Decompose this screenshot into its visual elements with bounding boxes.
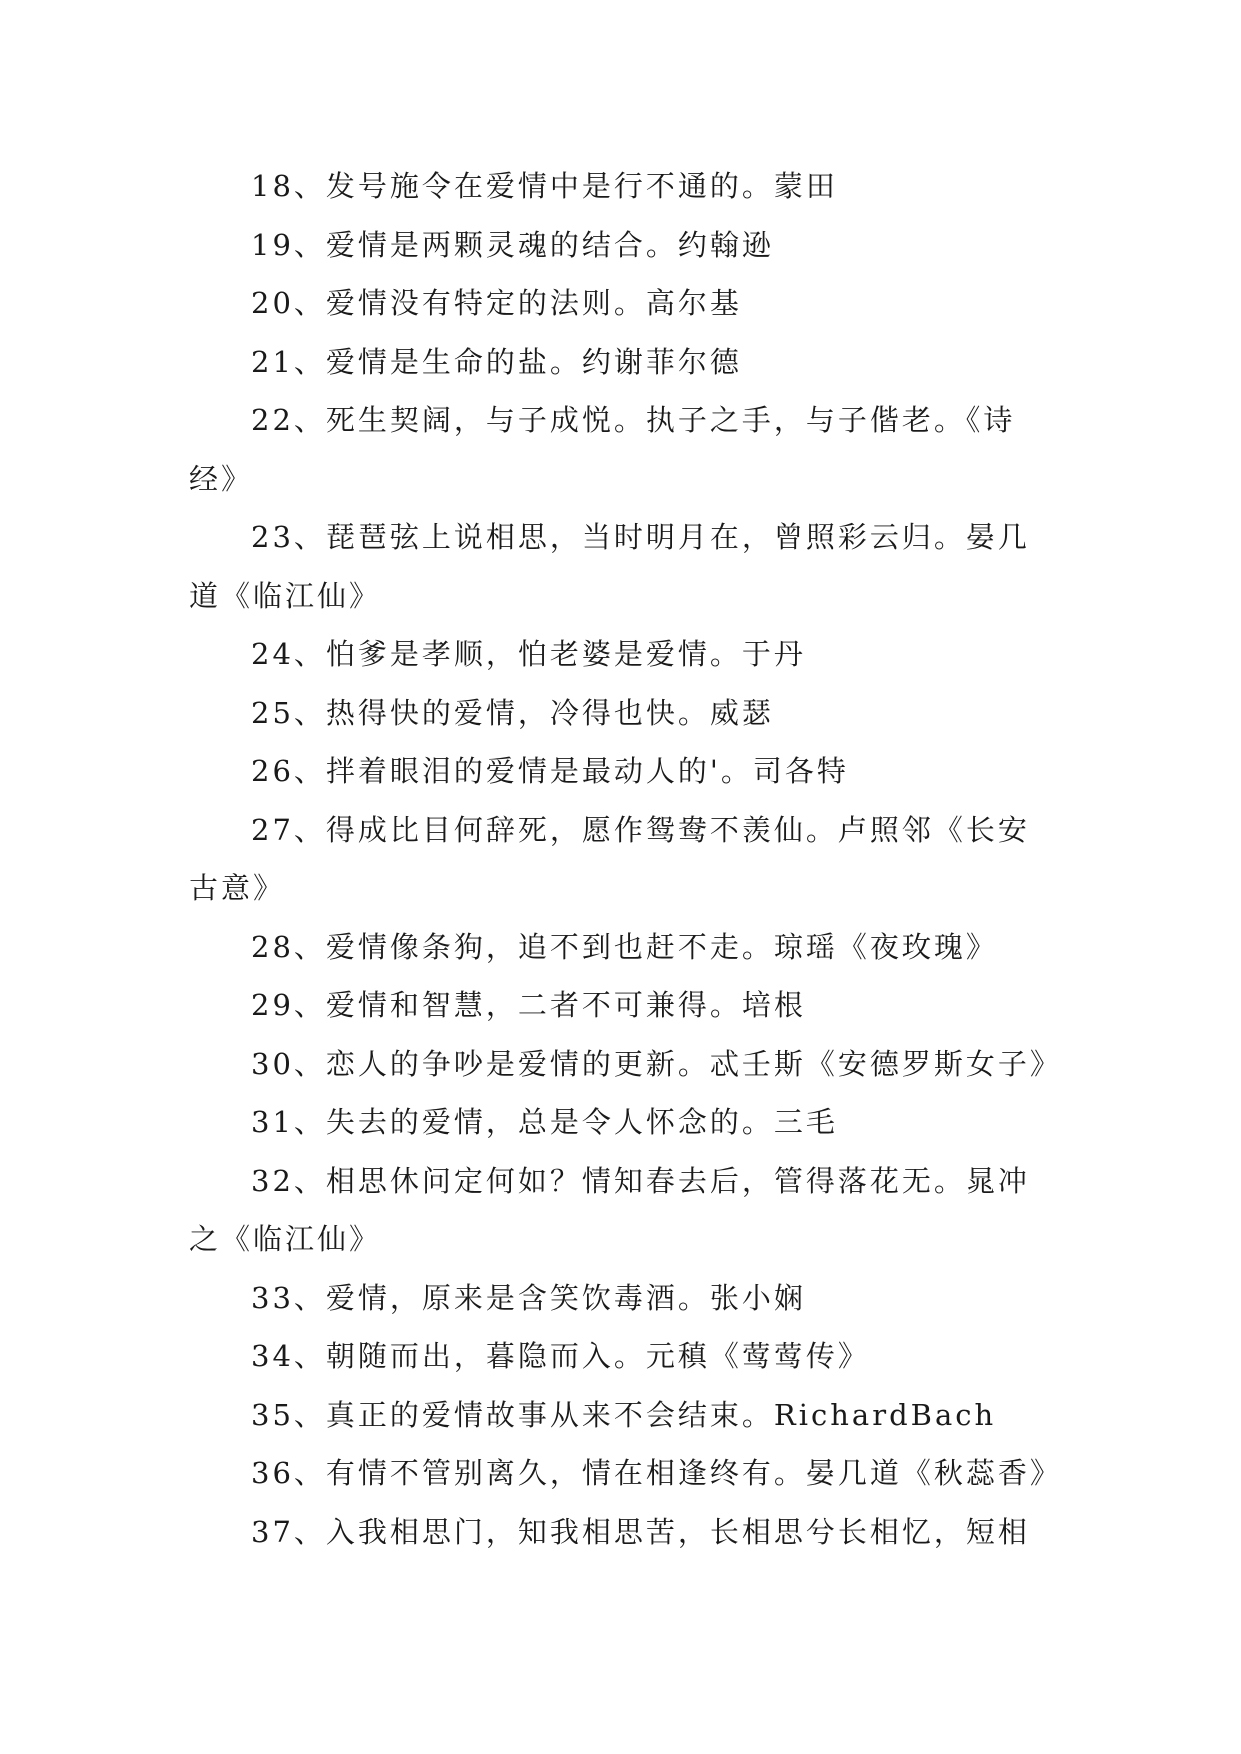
quote-29: 29、爱情和智慧，二者不可兼得。培根	[251, 988, 806, 1022]
quote-28: 28、爱情像条狗，追不到也赶不走。琼瑶《夜玫瑰》	[251, 929, 998, 964]
quote-34: 34、朝随而出，暮隐而入。元稹《莺莺传》	[251, 1339, 870, 1373]
quote-20: 20、爱情没有特定的法则。高尔基	[251, 286, 742, 320]
quote-21: 21、爱情是生命的盐。约谢菲尔德	[251, 344, 742, 379]
quote-19: 19、爱情是两颗灵魂的结合。约翰逊	[251, 227, 774, 262]
quote-36: 36、有情不管别离久，情在相逢终有。晏几道《秋蕊香》	[251, 1456, 1062, 1490]
quote-32: 32、相思休问定何如？情知春去后，管得落花无。晁冲之《临江仙》	[189, 1163, 1030, 1256]
quote-23: 23、琵琶弦上说相思，当时明月在，曾照彩云归。晏几道《临江仙》	[189, 520, 1030, 613]
quote-37: 37、入我相思门，知我相思苦，长相思兮长相忆，短相	[251, 1514, 1030, 1549]
quote-26: 26、拌着眼泪的爱情是最动人的'。司各特	[251, 754, 849, 788]
quote-27: 27、得成比目何辞死，愿作鸳鸯不羡仙。卢照邻《长安古意》	[189, 812, 1030, 905]
quote-30: 30、恋人的争吵是爱情的更新。忒壬斯《安德罗斯女子》	[251, 1046, 1062, 1081]
document-body	[189, 157, 1062, 1561]
quote-35: 35、真正的爱情故事从来不会结束。RichardBach	[251, 1397, 997, 1432]
quote-18: 18、发号施令在爱情中是行不通的。蒙田	[251, 169, 838, 203]
quote-22: 22、死生契阔，与子成悦。执子之手，与子偕老。《诗经》	[189, 403, 1016, 496]
quote-24: 24、怕爹是孝顺，怕老婆是爱情。于丹	[251, 637, 806, 671]
quote-31: 31、失去的爱情，总是令人怀念的。三毛	[251, 1105, 838, 1139]
quote-25: 25、热得快的爱情，冷得也快。威瑟	[251, 695, 774, 730]
quote-33: 33、爱情，原来是含笑饮毒酒。张小娴	[251, 1280, 806, 1315]
